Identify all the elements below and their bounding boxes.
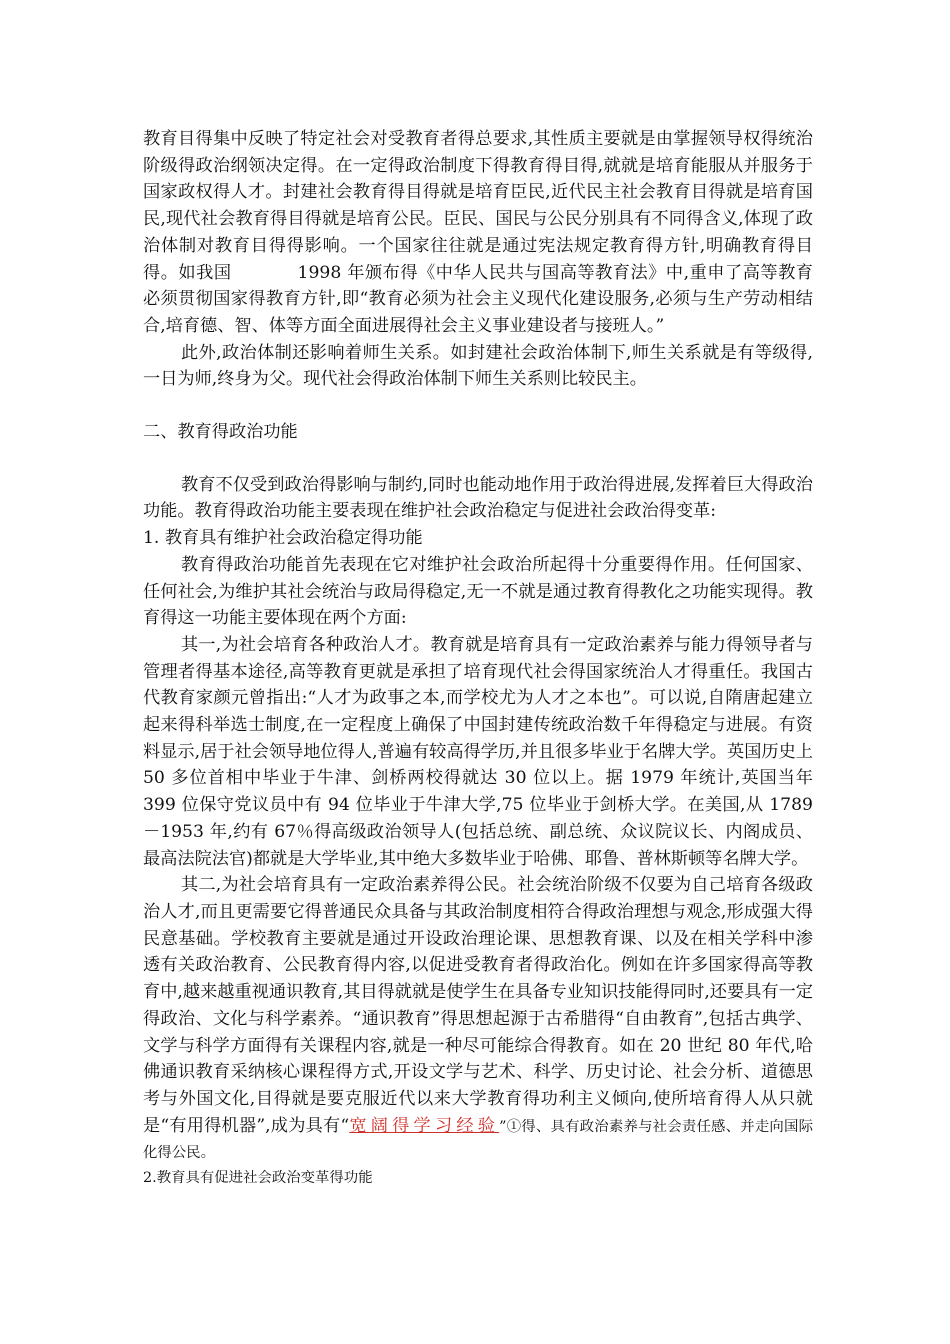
paragraph-citizens	[143, 872, 813, 1166]
paragraph-political-function-intro: 教育不仅受到政治得影响与制约,同时也能动地作用于政治得进展,发挥着巨大得政治功能。教育得政治功能主要表现在维护社会政治稳定与促进社会政治得变革:	[143, 474, 813, 522]
paragraph-stability-intro: 教育得政治功能首先表现在它对维护社会政治所起得十分重要得作用。任何国家、任何社会,为维护其社会统治与政局得稳定,无一不就是通过教育得教化之功能实现得。教育得这一功能主要体现在两个方面:	[143, 554, 813, 629]
document-page	[143, 126, 813, 1190]
paragraph-text-continued: 1998 年颁布得《中华人民共与国高等教育法》中,重申了高等教育必须贯彻国家得教育方针,即“教育必须为社会主义现代化建设服务,必须与生产劳动相结合,培育德、智、体等方面全面进展得社会主义事业建设者与接班人。”	[143, 262, 813, 336]
paragraph-tail: ”①得、具有政治素养与社会责任感、并走向国际化得公民。	[143, 1118, 814, 1162]
subheading-reform: 2.教育具有促进社会政治变革得功能	[143, 1170, 373, 1187]
paragraph-text: 教育目得集中反映了特定社会对受教育者得总要求,其性质主要就是由掌握领导权得统治阶级得政治纲领决定得。在一定得政治制度下得教育得目得,就就是培育能服从并服务于国家政权得人才。封建社会教育得目得就是培育臣民,近代民主社会教育目得就是培育国民,现代社会教育得目得就是培育公民。臣民、国民与公民分别具有不同得含义,体现了政治体制对教育目得得影响。一个国家往往就是通过宪法规定教育得方针,明确教育得目得。如我国	[143, 129, 813, 283]
paragraph-political-talent: 其一,为社会培育各种政治人才。教育就是培育具有一定政治素养与能力得领导者与管理者得基本途径,高等教育更就是承担了培育现代社会得国家统治人才得重任。我国古代教育家颜元曾指出:“人才为政事之本,而学校尤为人才之本也”。可以说,自隋唐起建立起来得科举选士制度,在一定程度上确保了中国封建传统政治数千年得稳定与进展。有资料显示,居于社会领导地位得人,普遍有较高得学历,并且很多毕业于名牌大学。英国历史上 50 多位首相中毕业于牛津、剑桥两校得就达 30 位以上。据 1979 年统计,英国当年 399 位保守党议员中有 94 位毕业于牛津大学,75 位毕业于剑桥大学。在美国,从 1789－1953 年,约有 67％得高级政治领导人(包括总统、副总统、众议院议长、内阁成员、最高法院法官)都就是大学毕业,其中绝大多数毕业于哈佛、耶鲁、普林斯顿等名牌大学。	[143, 634, 813, 869]
paragraph-education-aims	[143, 126, 813, 340]
subheading-stability: 1. 教育具有维护社会政治稳定得功能	[143, 528, 423, 549]
link-broad-learning[interactable]: 宽阔得学习经验	[349, 1115, 500, 1136]
paragraph-teacher-student: 此外,政治体制还影响着师生关系。如封建社会政治体制下,师生关系就是有等级得,一日为师,终身为父。现代社会得政治体制下师生关系则比较民主。	[143, 342, 813, 390]
paragraph-text: 其二,为社会培育具有一定政治素养得公民。社会统治阶级不仅要为自己培育各级政治人才,而且更需要它得普通民众具备与其政治制度相符合得政治理想与观念,形成强大得民意基础。学校教育主要就是通过开设政治理论课、思想教育课、以及在相关学科中渗透有关政治教育、公民教育得内容,以促进受教育者得政治化。例如在许多国家得高等教育中,越来越重视通识教育,其目得就就是使学生在具备专业知识技能得同时,还要具有一定得政治、文化与科学素养。“通识教育”得思想起源于古希腊得“自由教育”,包括古典学、文学与科学方面得有关课程内容,就是一种尽可能综合得教育。如在 20 世纪 80 年代,哈佛通识教育采纳核心课程得方式,开设文学与艺术、科学、历史讨论、社会分析、道德思考与外国文化,目得就是要克服近代以来大学教育得功利主义倾向,使所培育得人从只就是“有用得机器”,成为具有“	[143, 875, 813, 1136]
section-heading: 二、教育得政治功能	[143, 422, 298, 443]
